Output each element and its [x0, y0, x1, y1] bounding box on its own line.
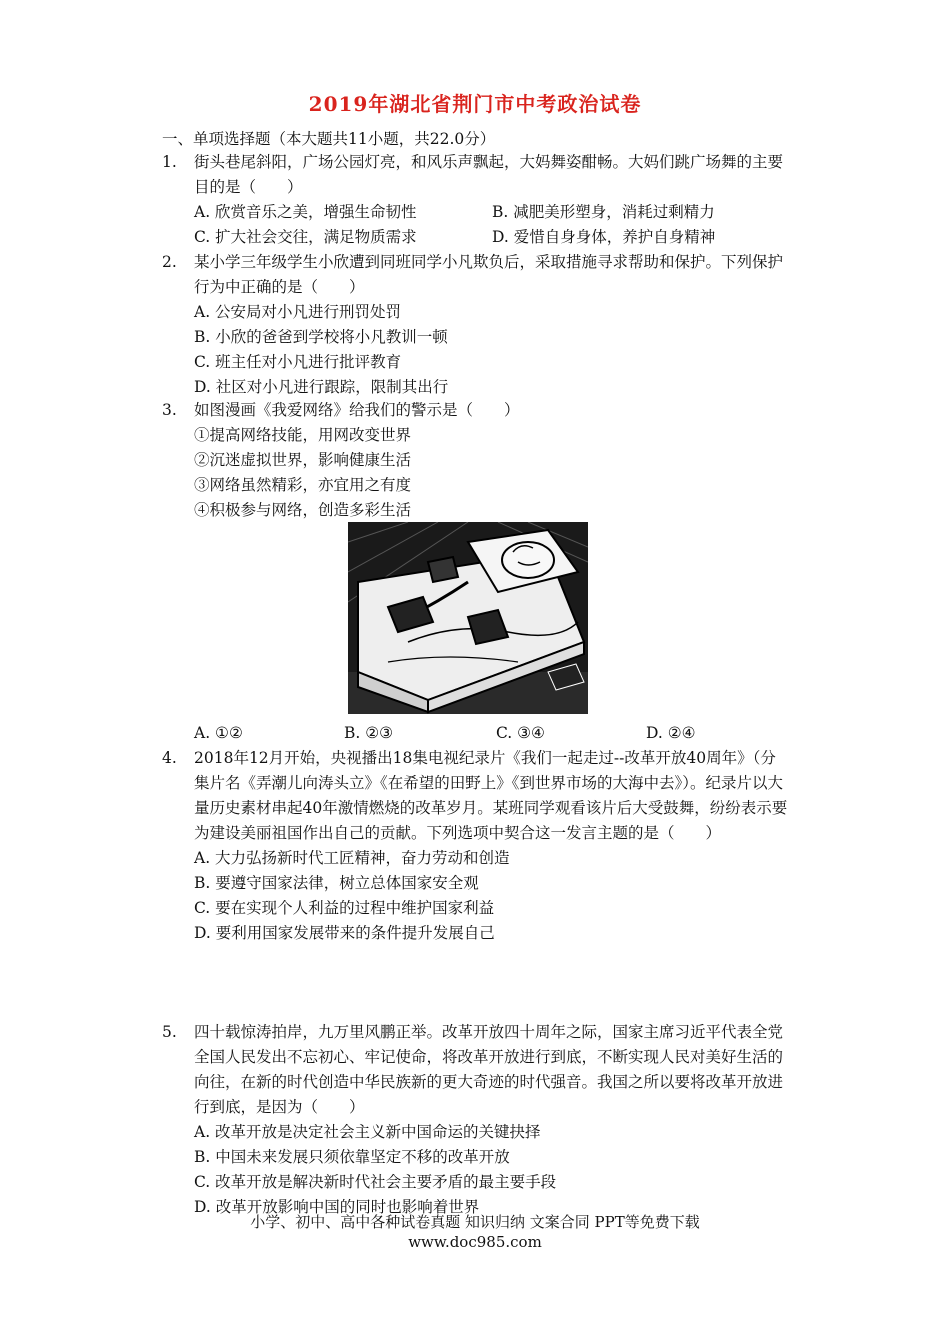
question-3	[162, 398, 788, 523]
question-number: 1.	[162, 153, 177, 171]
question-2	[162, 250, 788, 400]
question-text: 2018年12月开始，央视播出18集电视纪录片《我们一起走过--改革开放40周年》（分集片名《弄潮儿向涛头立》《在希望的田野上》《到世界市场的大海中去》）。纪录片以大量历史素材串起40年激情燃烧的改革岁月。某班同学观看该片后大受鼓舞，纷纷表示要为建设美丽祖国作出自己的贡献。下列选项中契合这一发言主题的是（ ）	[194, 749, 788, 842]
option-a[interactable]: A. 大力弘扬新时代工匠精神，奋力劳动和创造	[194, 849, 510, 867]
footer-website-link[interactable]: www.doc985.com	[408, 1233, 542, 1251]
option-a[interactable]: A. ①②	[194, 724, 243, 742]
section-heading: 一、单项选择题（本大题共11小题，共22.0分）	[162, 130, 496, 148]
option-c[interactable]: C. ③④	[496, 724, 545, 742]
option-d[interactable]: D. 改革开放影响中国的同时也影响着世界	[194, 1198, 480, 1216]
question-number: 2.	[162, 253, 177, 271]
option-b[interactable]: B. 减肥美形塑身，消耗过剩精力	[492, 203, 715, 221]
question-text: 街头巷尾斜阳，广场公园灯亮，和风乐声飘起，大妈舞姿酣畅。大妈们跳广场舞的主要目的是（ ）	[194, 153, 784, 196]
option-a[interactable]: A. 公安局对小凡进行刑罚处罚	[194, 303, 402, 321]
statement-1: ①提高网络技能，用网改变世界	[194, 426, 412, 444]
page-title: 2019年湖北省荆门市中考政治试卷	[308, 92, 642, 116]
option-a[interactable]: A. 改革开放是决定社会主义新中国命运的关键抉择	[194, 1123, 541, 1141]
option-row	[194, 200, 788, 225]
option-d[interactable]: D. 爱惜自身身体，养护自身精神	[492, 228, 716, 246]
option-b[interactable]: B. ②③	[344, 724, 394, 742]
option-a[interactable]: A. 欣赏音乐之美，增强生命韧性	[194, 203, 417, 221]
option-d[interactable]: D. ②④	[646, 724, 696, 742]
question-4	[162, 746, 788, 946]
option-c[interactable]: C. 班主任对小凡进行批评教育	[194, 353, 402, 371]
option-c[interactable]: C. 扩大社会交往，满足物质需求	[194, 228, 417, 246]
option-b[interactable]: B. 要遵守国家法律，树立总体国家安全观	[194, 874, 479, 892]
option-b[interactable]: B. 小欣的爸爸到学校将小凡教训一顿	[194, 328, 448, 346]
question-number: 5.	[162, 1023, 177, 1041]
question-number: 3.	[162, 401, 177, 419]
option-d[interactable]: D. 社区对小凡进行跟踪，限制其出行	[194, 378, 449, 396]
question-number: 4.	[162, 749, 177, 767]
page-footer	[0, 1212, 950, 1252]
footer-promo-text: 小学、初中、高中各种试卷真题 知识归纳 文案合同 PPT等免费下载	[250, 1213, 700, 1231]
question-5	[162, 1020, 788, 1220]
question-text: 四十载惊涛拍岸，九万里风鹏正举。改革开放四十周年之际，国家主席习近平代表全党全国人民发出不忘初心、牢记使命，将改革开放进行到底，不断实现人民对美好生活的向往，在新的时代创造中华民族新的更大奇迹的时代强音。我国之所以要将改革开放进行到底，是因为（ ）	[194, 1023, 784, 1116]
statement-3: ③网络虽然精彩，亦宜用之有度	[194, 476, 412, 494]
option-row	[194, 721, 788, 746]
option-c[interactable]: C. 改革开放是解决新时代社会主要矛盾的最主要手段	[194, 1173, 557, 1191]
cartoon-image	[348, 522, 588, 714]
option-row	[194, 225, 788, 250]
question-text: 某小学三年级学生小欣遭到同班同学小凡欺负后，采取措施寻求帮助和保护。下列保护行为中正确的是（ ）	[194, 253, 784, 296]
question-1	[162, 150, 788, 250]
option-c[interactable]: C. 要在实现个人利益的过程中维护国家利益	[194, 899, 495, 917]
question-text: 如图漫画《我爱网络》给我们的警示是（ ）	[194, 401, 520, 419]
statement-4: ④积极参与网络，创造多彩生活	[194, 501, 412, 519]
option-d[interactable]: D. 要利用国家发展带来的条件提升发展自己	[194, 924, 495, 942]
option-b[interactable]: B. 中国未来发展只须依靠坚定不移的改革开放	[194, 1148, 510, 1166]
question-3-options	[162, 721, 788, 746]
statement-2: ②沉迷虚拟世界，影响健康生活	[194, 451, 412, 469]
